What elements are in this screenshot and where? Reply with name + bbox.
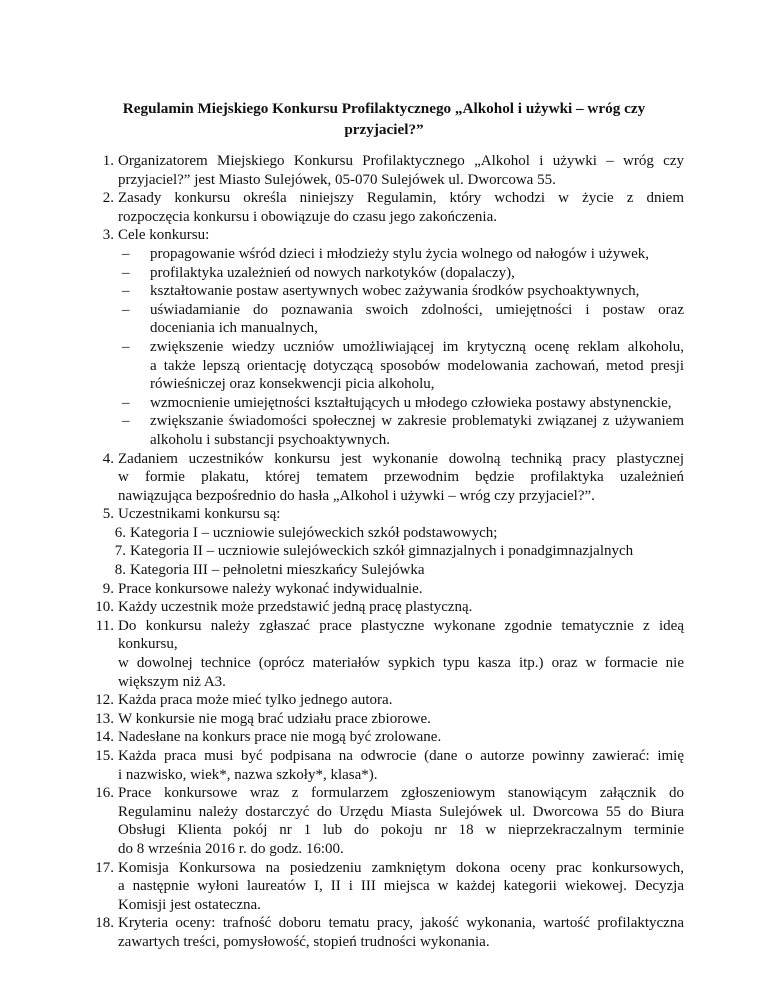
rule-number: 5. bbox=[102, 506, 114, 523]
rule-text-line: i nazwisko, wiek*, nazwa szkoły*, klasa*). bbox=[118, 766, 378, 783]
rule-number: 13. bbox=[95, 710, 114, 727]
goal-text-line: uświadamianie do poznawania swoich zdolności, umiejętności i postaw oraz bbox=[150, 301, 684, 318]
rule-text-line: Każdy uczestnik może przedstawić jedną pracę plastyczną. bbox=[118, 599, 473, 616]
rule-number: 3. bbox=[102, 227, 114, 244]
rule-text-line: Cele konkursu: bbox=[118, 227, 210, 244]
goal-item bbox=[118, 282, 684, 301]
rule-number: 2. bbox=[102, 190, 114, 207]
rule-number: 4. bbox=[102, 450, 114, 467]
goal-item bbox=[118, 338, 684, 394]
rule-text-line: do 8 września 2016 r. do godz. 16:00. bbox=[118, 840, 344, 857]
rule-text-line: a następnie wyłoni laureatów I, II i III miejsca w każdej kategorii wiekowej. Decyzja bbox=[118, 878, 684, 895]
goal-text-line: zwiększanie świadomości społecznej w zakresie problematyki związanej z używaniem bbox=[150, 413, 684, 430]
rule-text-line: Komisji jest ostateczna. bbox=[118, 896, 261, 913]
rule-text-line: Obsługi Klienta pokój nr 1 lub do pokoju nr 18 w nieprzekraczalnym terminie bbox=[118, 822, 684, 839]
dash-bullet: – bbox=[122, 264, 130, 281]
goal-text-line: rówieśniczej oraz konsekwencji picia alkoholu, bbox=[150, 376, 435, 393]
category-item bbox=[100, 561, 684, 580]
rule-item-10 bbox=[88, 598, 684, 617]
category-number: 8. bbox=[114, 562, 126, 579]
rule-item-13 bbox=[88, 710, 684, 729]
rule-number: 16. bbox=[95, 785, 114, 802]
rule-text-line: Zasady konkursu określa niniejszy Regulamin, który wchodzi w życie z dniem bbox=[118, 190, 684, 207]
category-number: 6. bbox=[114, 524, 126, 541]
dash-bullet: – bbox=[122, 283, 130, 300]
rule-text-line: Kryteria oceny: trafność doboru tematu pracy, jakość wykonania, wartość profilaktyczna bbox=[118, 915, 684, 932]
goal-text-line: wzmocnienie umiejętności kształtujących u młodego człowieka postawy abstynenckie, bbox=[150, 394, 672, 411]
rule-number: 14. bbox=[95, 729, 114, 746]
rule-item-2 bbox=[88, 189, 684, 226]
goal-item bbox=[118, 245, 684, 264]
rule-text-line: Uczestnikami konkursu są: bbox=[118, 506, 281, 523]
goal-text-line: kształtowanie postaw asertywnych wobec zażywania środków psychoaktywnych, bbox=[150, 283, 640, 300]
dash-bullet: – bbox=[122, 245, 130, 262]
rule-number: 11. bbox=[95, 617, 114, 634]
rule-number: 18. bbox=[95, 915, 114, 932]
rule-number: 12. bbox=[95, 692, 114, 709]
rule-item-18 bbox=[88, 914, 684, 951]
rule-text-line: większym niż A3. bbox=[118, 673, 226, 690]
title-line-1: Regulamin Miejskiego Konkursu Profilaktycznego „Alkohol i używki – wróg czy bbox=[122, 100, 646, 117]
rule-number: 9. bbox=[102, 580, 114, 597]
document-title bbox=[110, 98, 658, 140]
rule-text-line: Prace konkursowe należy wykonać indywidualnie. bbox=[118, 580, 423, 597]
rule-text-line: Komisja Konkursowa na posiedzeniu zamkniętym dokona oceny prac konkursowych, bbox=[118, 859, 684, 876]
rule-text-line: konkursu, bbox=[118, 636, 178, 653]
rule-item-1 bbox=[88, 152, 684, 189]
goal-text-line: doceniania ich manualnych, bbox=[150, 320, 318, 337]
rule-item-4 bbox=[88, 450, 684, 506]
rule-item-14 bbox=[88, 728, 684, 747]
rule-item-16 bbox=[88, 784, 684, 858]
rule-text-line: rozpoczęcia konkursu i obowiązuje do czasu jego zakończenia. bbox=[118, 208, 497, 225]
rule-text-line: W konkursie nie mogą brać udziału prace zbiorowe. bbox=[118, 710, 431, 727]
rule-item-11 bbox=[88, 617, 684, 691]
goal-text-line: zwiększenie wiedzy uczniów umożliwiającej im krytyczną ocenę reklam alkoholu, bbox=[150, 338, 684, 355]
rule-text-line: Każda praca może mieć tylko jednego autora. bbox=[118, 692, 393, 709]
goal-item bbox=[118, 394, 684, 413]
goal-item bbox=[118, 412, 684, 449]
rule-item-3 bbox=[88, 226, 684, 449]
goal-text-line: profilaktyka uzależnień od nowych narkotyków (dopalaczy), bbox=[150, 264, 515, 281]
rule-text-line: zawartych treści, pomysłowość, stopień trudności wykonania. bbox=[118, 933, 490, 950]
goal-text-line: propagowanie wśród dzieci i młodzieży stylu życia wolnego od nałogów i używek, bbox=[150, 245, 650, 262]
goal-item bbox=[118, 264, 684, 283]
rule-text-line: Do konkursu należy zgłaszać prace plastyczne wykonane zgodnie tematycznie z ideą bbox=[118, 617, 684, 634]
rule-text-line: przyjaciel?” jest Miasto Sulejówek, 05-070 Sulejówek ul. Dworcowa 55. bbox=[118, 171, 556, 188]
rules-list bbox=[88, 152, 684, 952]
dash-bullet: – bbox=[122, 394, 130, 411]
rule-item-15 bbox=[88, 747, 684, 784]
rule-item-5 bbox=[88, 505, 684, 524]
rule-item-9 bbox=[88, 580, 684, 599]
rule-number: 10. bbox=[95, 599, 114, 616]
rule-text-line: w dowolnej technice (oprócz materiałów sypkich typu kasza itp.) oraz w formacie nie bbox=[118, 655, 684, 672]
category-item bbox=[100, 542, 684, 561]
rule-number: 17. bbox=[95, 859, 114, 876]
category-list bbox=[88, 524, 684, 580]
rule-text-line: Prace konkursowe wraz z formularzem zgłoszeniowym stanowiącym załącznik do bbox=[118, 785, 684, 802]
goal-item bbox=[118, 301, 684, 338]
rule-number: 1. bbox=[102, 153, 114, 169]
title-line-2: przyjaciel?” bbox=[344, 121, 424, 138]
goal-text-line: alkoholu i substancji psychoaktywnych. bbox=[150, 431, 390, 448]
rule-text-line: w formie plakatu, której tematem przewodnim będzie profilaktyka uzależnień bbox=[118, 469, 684, 486]
category-text: Kategoria III – pełnoletni mieszkańcy Sulejówka bbox=[130, 562, 425, 579]
category-text: Kategoria I – uczniowie sulejóweckich szkół podstawowych; bbox=[130, 524, 498, 541]
dash-bullet: – bbox=[122, 338, 130, 355]
category-item bbox=[100, 524, 684, 543]
rule-text-line: Regulaminu należy dostarczyć do Urzędu Miasta Sulejówek ul. Dworcowa 55 do Biura bbox=[118, 803, 684, 820]
rule-text-line: Nadesłane na konkurs prace nie mogą być zrolowane. bbox=[118, 729, 442, 746]
dash-bullet: – bbox=[122, 301, 130, 318]
rule-number: 15. bbox=[95, 748, 114, 764]
rule-text-line: Zadaniem uczestników konkursu jest wykonanie dowolną techniką pracy plastycznej bbox=[118, 450, 684, 467]
rule-text-line: Organizatorem Miejskiego Konkursu Profilaktycznego „Alkohol i używki – wróg czy bbox=[118, 153, 684, 169]
rule-text-line: Każda praca musi być podpisana na odwrocie (dane o autorze powinny zawierać: imię bbox=[118, 748, 684, 764]
category-text: Kategoria II – uczniowie sulejóweckich szkół gimnazjalnych i ponadgimnazjalnych bbox=[130, 543, 634, 560]
dash-bullet: – bbox=[122, 413, 130, 430]
rule-item-17 bbox=[88, 859, 684, 915]
category-number: 7. bbox=[114, 543, 126, 560]
rule-text-line: nawiązująca bezpośrednio do hasła „Alkohol i używki – wróg czy przyjaciel?”. bbox=[118, 487, 595, 504]
goal-text-line: a także lepszą orientację dotyczącą sposobów modelowania zachowań, metod presji bbox=[150, 357, 684, 374]
rule-item-12 bbox=[88, 691, 684, 710]
